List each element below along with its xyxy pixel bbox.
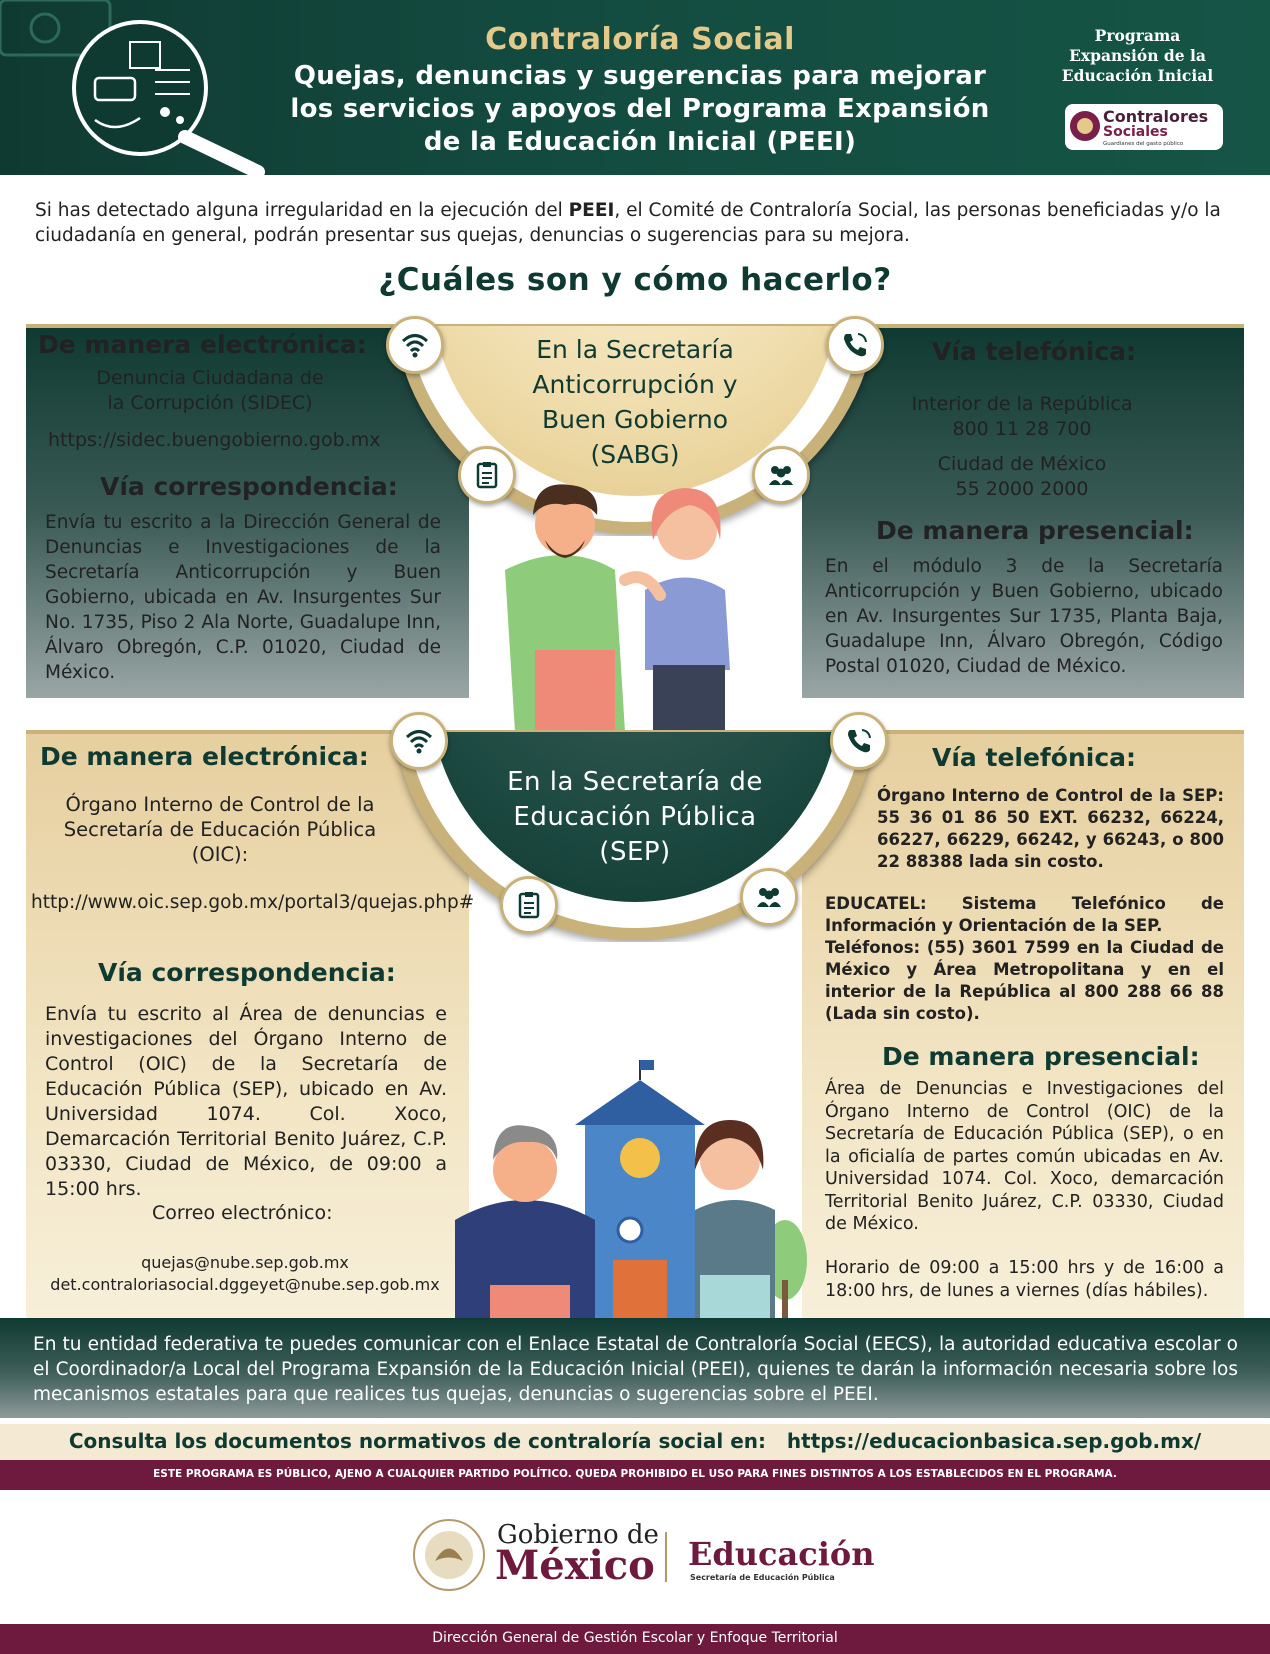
consulta-line	[0, 1429, 1270, 1453]
sabg-wifi-icon	[386, 316, 444, 374]
sep-inperson-text: Área de Denuncias e Investigaciones del Órgano Interno de Control (OIC) de la Secretaría de Educación Pública (SEP), o en la oficialía de partes común ubicadas en Av. Universidad 1074. Col. Xoco, demarcación Territorial Benito Juárez, C.P. 03330, Ciudad de México.	[825, 1079, 1224, 1234]
logo-divider	[665, 1532, 667, 1582]
header-title: Contraloría Social	[485, 22, 795, 57]
sabg-mail-heading: Vía correspondencia:	[100, 472, 398, 501]
consulta-label: Consulta los documentos normativos de contraloría social en:	[68, 1429, 766, 1453]
sep-mail-heading: Vía correspondencia:	[98, 958, 396, 987]
logo-text-sociales: Sociales	[1103, 124, 1168, 140]
sabg-people-illustration	[475, 470, 795, 732]
sabg-center-title: En la Secretaría Anticorrupción y Buen Gobierno (SABG)	[532, 335, 738, 469]
sep-email-2[interactable]: det.contraloriasocial.dggeyet@nube.sep.gob.mx	[50, 1275, 440, 1294]
sabg-phone-icon	[826, 316, 884, 374]
header-subtitle: Quejas, denuncias y sugerencias para mejorar los servicios y apoyos del Programa Expansión de la Educación Inicial (PEEI)	[290, 61, 990, 157]
sabg-phone-cdmx-label: Ciudad de México	[937, 453, 1107, 475]
mexico-seal-icon	[410, 1516, 488, 1594]
sabg-electronic-url[interactable]: https://sidec.buengobierno.gob.mx	[48, 429, 381, 451]
sep-email-1[interactable]: quejas@nube.sep.gob.mx	[141, 1253, 349, 1272]
sep-electronic-heading: De manera electrónica:	[40, 742, 369, 771]
sep-email-label: Correo electrónico:	[152, 1202, 333, 1224]
logo-text-contralores: Contralores	[1103, 107, 1209, 126]
educacion-title: Educación	[688, 1535, 875, 1573]
sep-phone-numbers: Teléfonos: (55) 3601 7599 en la Ciudad de México y Área Metropolitana y en el interior de la República al 800 288 66 88 (Lada sin costo).	[825, 938, 1224, 1023]
sep-people-icon	[740, 868, 798, 926]
sep-phone-oic: Órgano Interno de Control de la SEP: 55 36 01 86 50 EXT. 66232, 66224, 66227, 66229, 66242, y 66243, o 800 22 88388 lada sin costo.	[877, 786, 1224, 871]
bottom-info-text: En tu entidad federativa te puedes comunicar con el Enlace Estatal de Contraloría Social (EECS), la autoridad educativa escolar o el Coordinador/a Local del Programa Expansión de la Educación Inicial (PEEI), quienes te darán la información necesaria sobre los mecanismos estatales para que realices tus quejas, denuncias o sugerencias sobre el PEEI.	[33, 1334, 1238, 1405]
sep-wifi-icon	[390, 712, 448, 770]
intro-text: Si has detectado alguna irregularidad en la ejecución del PEEI, el Comité de Contraloría Social, las personas beneficiadas y/o la ciudadanía en general, podrán presentar sus quejas, denuncias o sugerencias para su mejora.	[35, 200, 1221, 246]
program-name: Programa Expansión de la Educación Inicial	[1061, 26, 1214, 85]
sep-schedule: Horario de 09:00 a 15:00 hrs y de 16:00 a 18:00 hrs, de lunes a viernes (días hábiles).	[825, 1258, 1224, 1301]
sep-phone-heading: Vía telefónica:	[932, 743, 1137, 772]
sabg-electronic-name: Denuncia Ciudadana de la Corrupción (SIDEC)	[96, 367, 324, 414]
question-title: ¿Cuáles son y cómo hacerlo?	[378, 262, 892, 298]
sabg-phone-interior-label: Interior de la República	[911, 393, 1133, 415]
sep-clipboard-icon	[500, 876, 558, 934]
sep-mail-text: Envía tu escrito al Área de denuncias e investigaciones del Órgano Interno de Control (OIC) de la Secretaría de Educación Pública (SEP), ubicado en Av. Universidad 1074. Col. Xoco, Demarcación Territorial Benito Juárez, C.P. 03330, Ciudad de México, de 09:00 a 15:00 hrs.	[45, 1003, 447, 1200]
sep-phone-educatel: EDUCATEL: Sistema Telefónico de Información y Orientación de la SEP.	[825, 894, 1224, 935]
sabg-phone-heading: Vía telefónica:	[932, 337, 1137, 366]
header-emblem	[0, 0, 270, 175]
sabg-mail-text: Envía tu escrito a la Dirección General de Denuncias e Investigaciones de la Secretaría Anticorrupción y Buen Gobierno, ubicada en Av. Insurgentes Sur No. 1735, Piso 2 Ala Norte, Guadalupe Inn, Álvaro Obregón, C.P. 01020, Ciudad de México.	[45, 512, 441, 683]
sabg-inperson-heading: De manera presencial:	[876, 516, 1194, 545]
sabg-inperson-text: En el módulo 3 de la Secretaría Anticorrupción y Buen Gobierno, ubicado en Av. Insurgentes Sur 1735, Planta Baja, Guadalupe Inn, Álvaro Obregón, Código Postal 01020, Ciudad de México.	[825, 556, 1223, 677]
sabg-phone-interior-number: 800 11 28 700	[952, 418, 1092, 440]
sabg-electronic-heading: De manera electrónica:	[38, 330, 367, 359]
footer-text: Dirección General de Gestión Escolar y Enfoque Territorial	[432, 1630, 838, 1646]
logo-text-tagline: Guardianes del gasto público	[1103, 141, 1184, 147]
consulta-link[interactable]: https://educacionbasica.sep.gob.mx/	[786, 1429, 1202, 1453]
legal-notice: ESTE PROGRAMA ES PÚBLICO, AJENO A CUALQUIER PARTIDO POLÍTICO. QUEDA PROHIBIDO EL USO PARA FINES DISTINTOS A LOS ESTABLECIDOS EN EL PROGRAMA.	[153, 1468, 1117, 1480]
sep-inperson-heading: De manera presencial:	[882, 1042, 1200, 1071]
sep-phone-icon	[830, 712, 888, 770]
educacion-subtitle: Secretaría de Educación Pública	[690, 1573, 835, 1582]
sabg-phone-cdmx-number: 55 2000 2000	[955, 478, 1089, 500]
sep-electronic-name: Órgano Interno de Control de la Secretaría de Educación Pública (OIC):	[63, 793, 377, 866]
gobierno-de-label: Gobierno de	[497, 1520, 659, 1550]
sep-center-title: En la Secretaría de Educación Pública (SEP)	[507, 767, 763, 867]
sep-school-illustration	[445, 1060, 815, 1318]
sep-electronic-url[interactable]: http://www.oic.sep.gob.mx/portal3/quejas.php#	[31, 892, 475, 913]
contralores-logo-icon	[1068, 106, 1102, 146]
mexico-label: México	[495, 1542, 655, 1589]
